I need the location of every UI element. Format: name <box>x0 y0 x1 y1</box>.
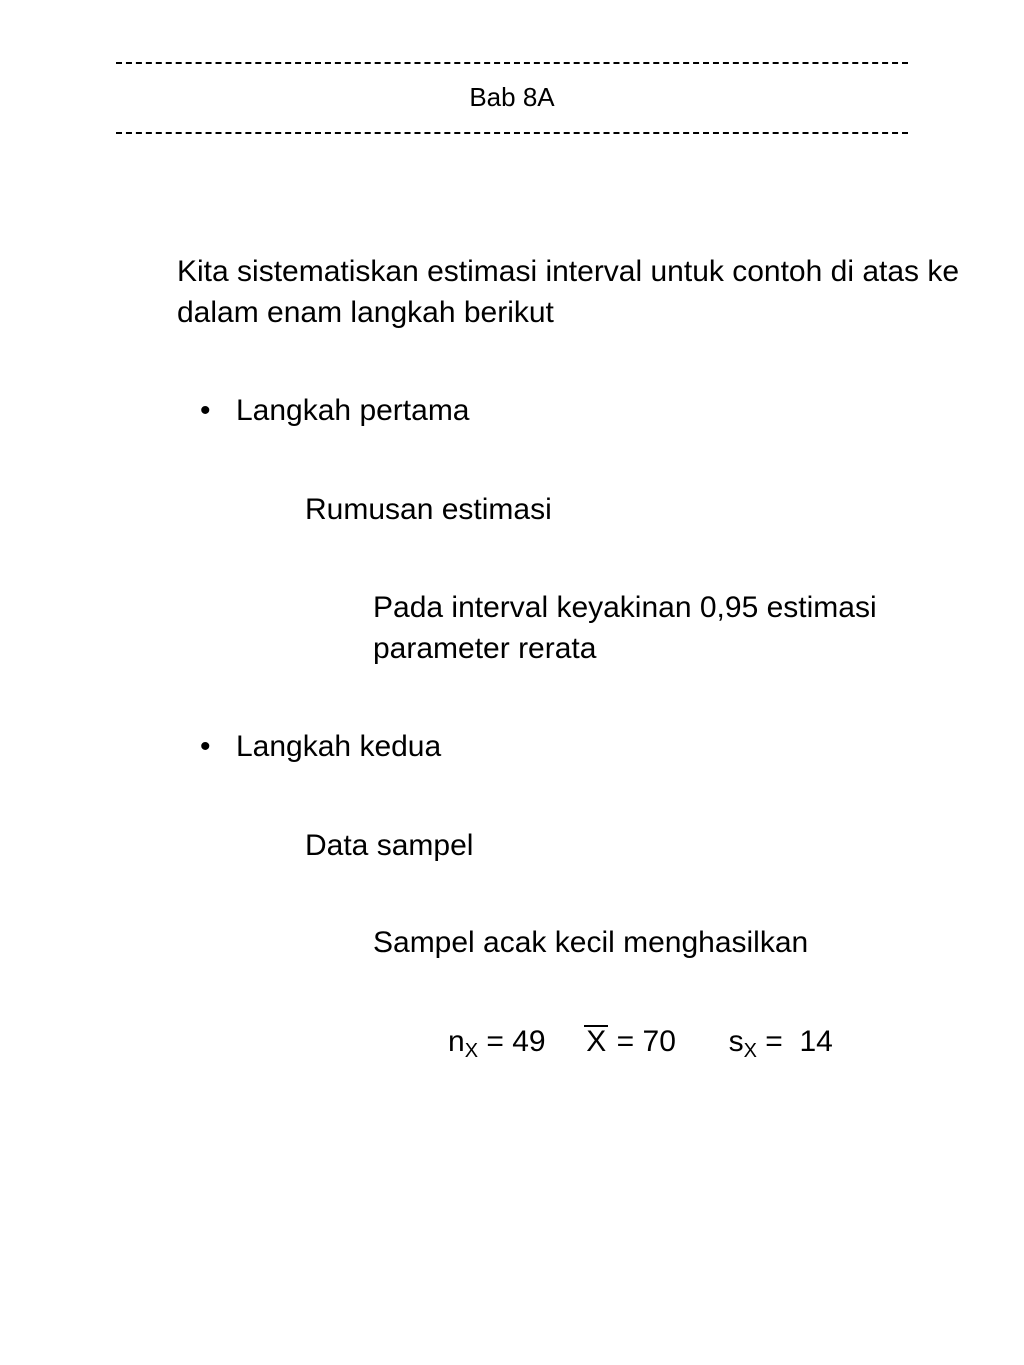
step-detail: Pada interval keyakinan 0,95 estimasi parameter rerata <box>373 591 877 665</box>
step-title: Langkah pertama <box>236 394 470 427</box>
sample-mean-symbol: X <box>586 1025 607 1058</box>
header-dashed-rule-bottom <box>116 132 908 134</box>
sample-sd-value: = 14 <box>765 1025 833 1058</box>
bullet-dot-icon: • <box>200 394 211 427</box>
sample-size-value: = 49 <box>486 1025 546 1058</box>
intro-paragraph: Kita sistematiskan estimasi interval untuk contoh di atas ke dalam enam langkah berikut <box>177 255 960 329</box>
sample-sd-symbol: s <box>728 1025 744 1058</box>
sample-size-subscript: X <box>464 1040 479 1062</box>
step-title: Langkah kedua <box>236 730 442 763</box>
sample-mean-value: = 70 <box>616 1025 676 1058</box>
bullet-dot-icon: • <box>200 730 211 763</box>
step-detail: Sampel acak kecil menghasilkan <box>373 926 809 959</box>
header-dashed-rule-top <box>116 62 908 64</box>
sample-sd-subscript: X <box>743 1040 757 1062</box>
sample-size-symbol: n <box>448 1025 465 1058</box>
sample-statistics-formula <box>448 1021 833 1062</box>
chapter-title: Bab 8A <box>469 82 555 112</box>
step-subtitle: Rumusan estimasi <box>305 493 552 526</box>
step-subtitle: Data sampel <box>305 829 474 862</box>
